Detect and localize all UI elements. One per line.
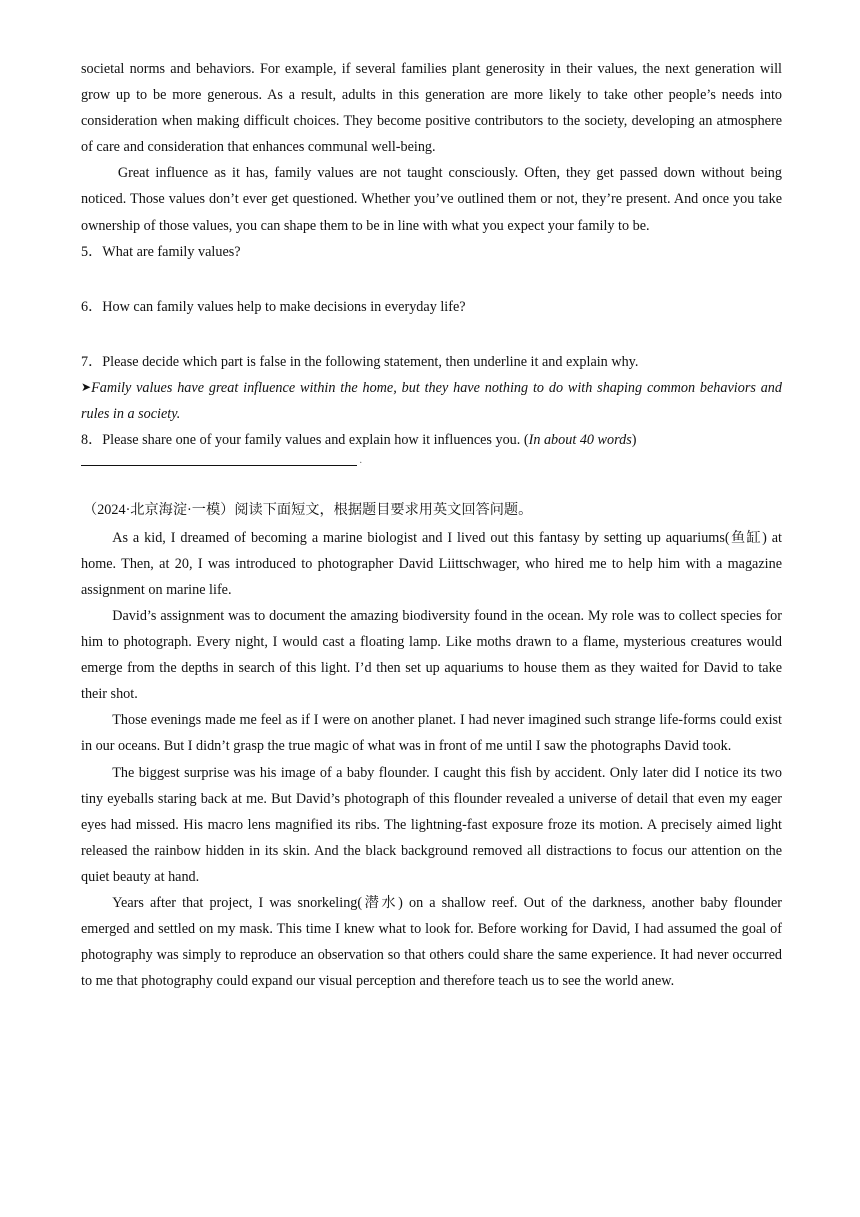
answer-space xyxy=(81,320,782,349)
question-6 xyxy=(81,294,782,320)
question-5 xyxy=(81,239,782,265)
question-number: 7． xyxy=(81,353,103,370)
statement-text: Family values have great influence within the home, but they have nothing to do with shaping common behaviors and rules in a society. xyxy=(81,379,782,422)
passage1-paragraph-tail: societal norms and behaviors. For example, if several families plant generosity in their values, the next generation will grow up to be more generous. As a result, adults in this generation are more likely to take other people’s needs into consideration when making difficult choices. They become positive contributors to the society, developing an atmosphere of care and consideration that enhances communal well-being. xyxy=(81,61,782,156)
question-text-close: ) xyxy=(631,431,637,448)
word-limit: In about 40 words xyxy=(528,431,632,448)
question-number: 5． xyxy=(81,243,103,260)
answer-space xyxy=(81,265,782,294)
passage1-paragraph-last: Great influence as it has, family values are not taught consciously. Often, they get passed down without being noticed. Those values don’t ever get questioned. Whether you’ve outlined them or not, they’re present. And once you take ownership of those values, you can shape them to be in line with what you expect your family to be. xyxy=(81,165,782,234)
passage2-paragraph: Years after that project, I was snorkeling(潜水) on a shallow reef. Out of the darkness, another baby flounder emerged and settled on my mask. This time I knew what to look for. Before working for David, I had assumed the goal of photography was simply to reproduce an observation so that others could share the same experience. It had never occurred to me that photography could expand our visual perception and therefore teach us to see the world anew. xyxy=(81,894,782,990)
answer-line[interactable] xyxy=(81,454,362,466)
passage2-source: （2024·北京海淀·一模）阅读下面短文，根据题目要求用英文回答问题。 xyxy=(83,501,533,518)
answer-line-end: . xyxy=(359,454,362,466)
question-number: 6． xyxy=(81,298,103,315)
passage2-paragraph: Those evenings made me feel as if I were on another planet. I had never imagined such strange life-forms could exist in our oceans. But I didn’t grasp the true magic of what was in front of me until I saw the photographs David took. xyxy=(81,712,782,755)
question-text: What are family values? xyxy=(102,243,241,260)
document-page xyxy=(81,56,782,994)
question-text: Please share one of your family values and explain how it influences you. ( xyxy=(102,431,529,448)
question-8 xyxy=(81,427,782,453)
passage2-paragraph: The biggest surprise was his image of a baby flounder. I caught this fish by accident. Only later did I notice its two tiny eyeballs staring back at me. But David’s photograph of this flounder revealed a universe of detail that even my eager eyes had missed. His macro lens magnified its ribs. The lightning-fast exposure froze its motion. A precisely aimed light released the rainbow hidden in its skin. And the black background removed all distractions to focus our attention on the quiet beauty at hand. xyxy=(81,764,782,885)
question-7 xyxy=(81,349,782,375)
question-text: Please decide which part is false in the following statement, then underline it and explain why. xyxy=(102,353,639,370)
question-number: 8． xyxy=(81,431,103,448)
passage2 xyxy=(81,525,782,995)
question-7-statement xyxy=(81,375,782,427)
passage2-paragraph: David’s assignment was to document the amazing biodiversity found in the ocean. My role was to collect species for him to photograph. Every night, I would cast a floating lamp. Like moths drawn to a flame, mysterious creatures would emerge from the depths in search of this light. I’d then set up aquariums to house them as they waited for David to take their shot. xyxy=(81,607,782,703)
passage2-paragraph: As a kid, I dreamed of becoming a marine biologist and I lived out this fantasy by setting up aquariums(鱼缸) at home. Then, at 20, I was introduced to photographer David Liittschwager, who hired me to help him with a magazine assignment on marine life. xyxy=(81,529,782,598)
arrow-marker-icon: ➤ xyxy=(81,379,92,394)
question-text: How can family values help to make decisions in everyday life? xyxy=(102,298,466,315)
